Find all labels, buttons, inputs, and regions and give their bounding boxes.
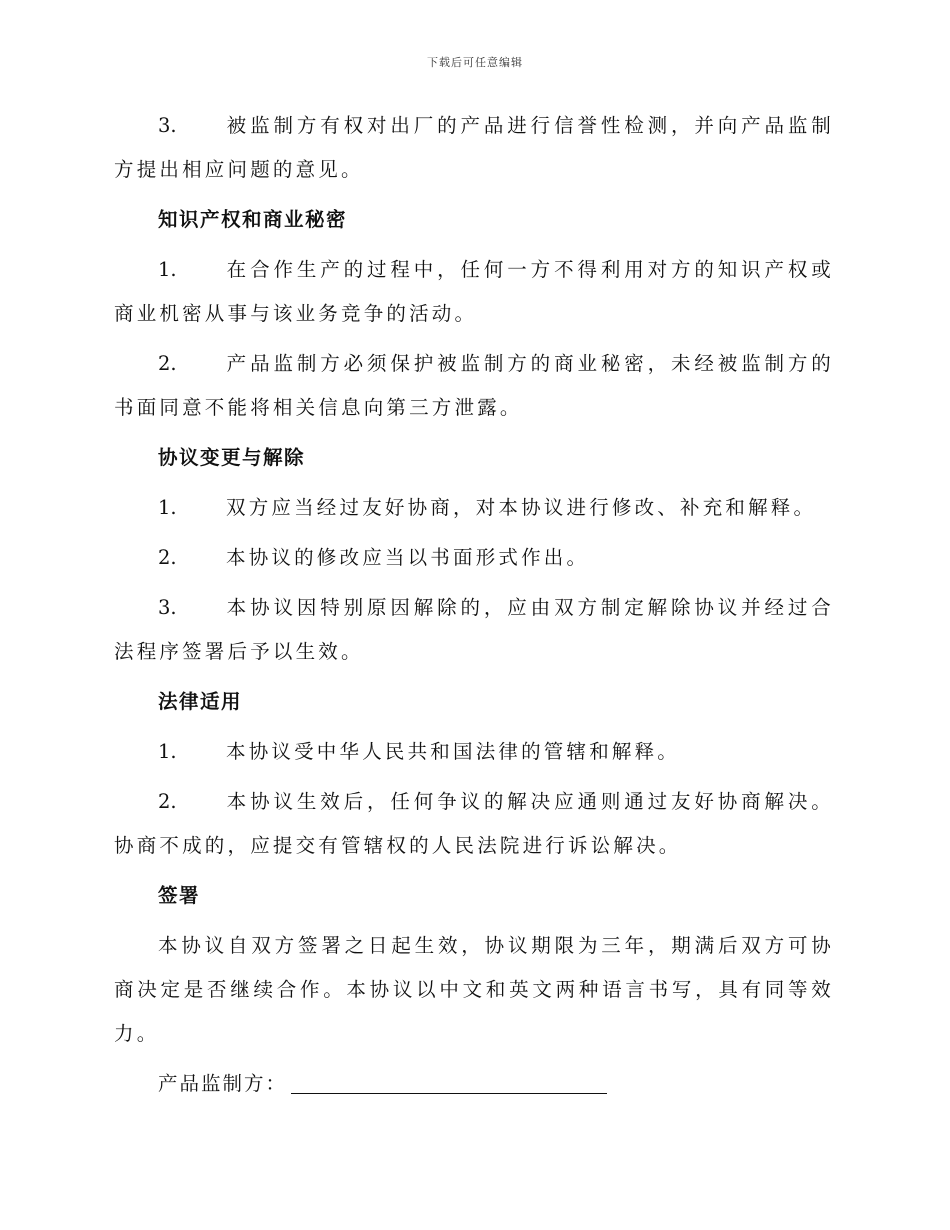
clause-text: 本协议受中华人民共和国法律的管辖和解释。 bbox=[226, 740, 681, 763]
clause-item bbox=[114, 586, 834, 674]
clause-item bbox=[114, 730, 834, 774]
clause-number: 3. bbox=[158, 114, 177, 137]
clause-text: 本协议生效后，任何争议的解决应通则通过友好协商解决。协商不成的，应提交有管辖权的人民法院进行诉讼解决。 bbox=[114, 790, 834, 857]
section-heading-sign: 签署 bbox=[158, 884, 201, 907]
section-heading-change: 协议变更与解除 bbox=[158, 446, 306, 469]
page-header: 下载后可任意编辑 bbox=[427, 56, 523, 69]
clause-number: 1. bbox=[158, 740, 177, 763]
clause-number: 1. bbox=[158, 258, 177, 281]
clause-item bbox=[114, 486, 834, 530]
signature-blank[interactable] bbox=[291, 1065, 607, 1094]
clause-item bbox=[114, 780, 834, 868]
clause-item bbox=[114, 342, 834, 430]
signing-paragraph: 本协议自双方签署之日起生效，协议期限为三年，期满后双方可协商决定是否继续合作。本协议以中文和英文两种语言书写，具有同等效力。 bbox=[114, 934, 834, 1045]
clause-item bbox=[114, 248, 834, 336]
section-heading-ip: 知识产权和商业秘密 bbox=[158, 208, 348, 231]
clause-number: 1. bbox=[158, 496, 177, 519]
clause-item bbox=[114, 104, 834, 192]
clause-text: 被监制方有权对出厂的产品进行信誉性检测，并向产品监制方提出相应问题的意见。 bbox=[114, 114, 834, 181]
clause-text: 本协议的修改应当以书面形式作出。 bbox=[226, 546, 590, 569]
clause-text: 双方应当经过友好协商，对本协议进行修改、补充和解释。 bbox=[226, 496, 817, 519]
clause-number: 3. bbox=[158, 596, 177, 619]
clause-item bbox=[114, 536, 834, 580]
document-body bbox=[114, 104, 834, 1106]
clause-text: 在合作生产的过程中，任何一方不得利用对方的知识产权或商业机密从事与该业务竞争的活动。 bbox=[114, 258, 834, 325]
party-label: 产品监制方： bbox=[158, 1072, 288, 1095]
signature-line bbox=[114, 1062, 834, 1106]
clause-text: 产品监制方必须保护被监制方的商业秘密，未经被监制方的书面同意不能将相关信息向第三方泄露。 bbox=[114, 352, 834, 419]
clause-text: 本协议因特别原因解除的，应由双方制定解除协议并经过合法程序签署后予以生效。 bbox=[114, 596, 834, 663]
clause-number: 2. bbox=[158, 546, 177, 569]
clause-number: 2. bbox=[158, 790, 177, 813]
section-heading-law: 法律适用 bbox=[158, 690, 243, 713]
clause-number: 2. bbox=[158, 352, 177, 375]
